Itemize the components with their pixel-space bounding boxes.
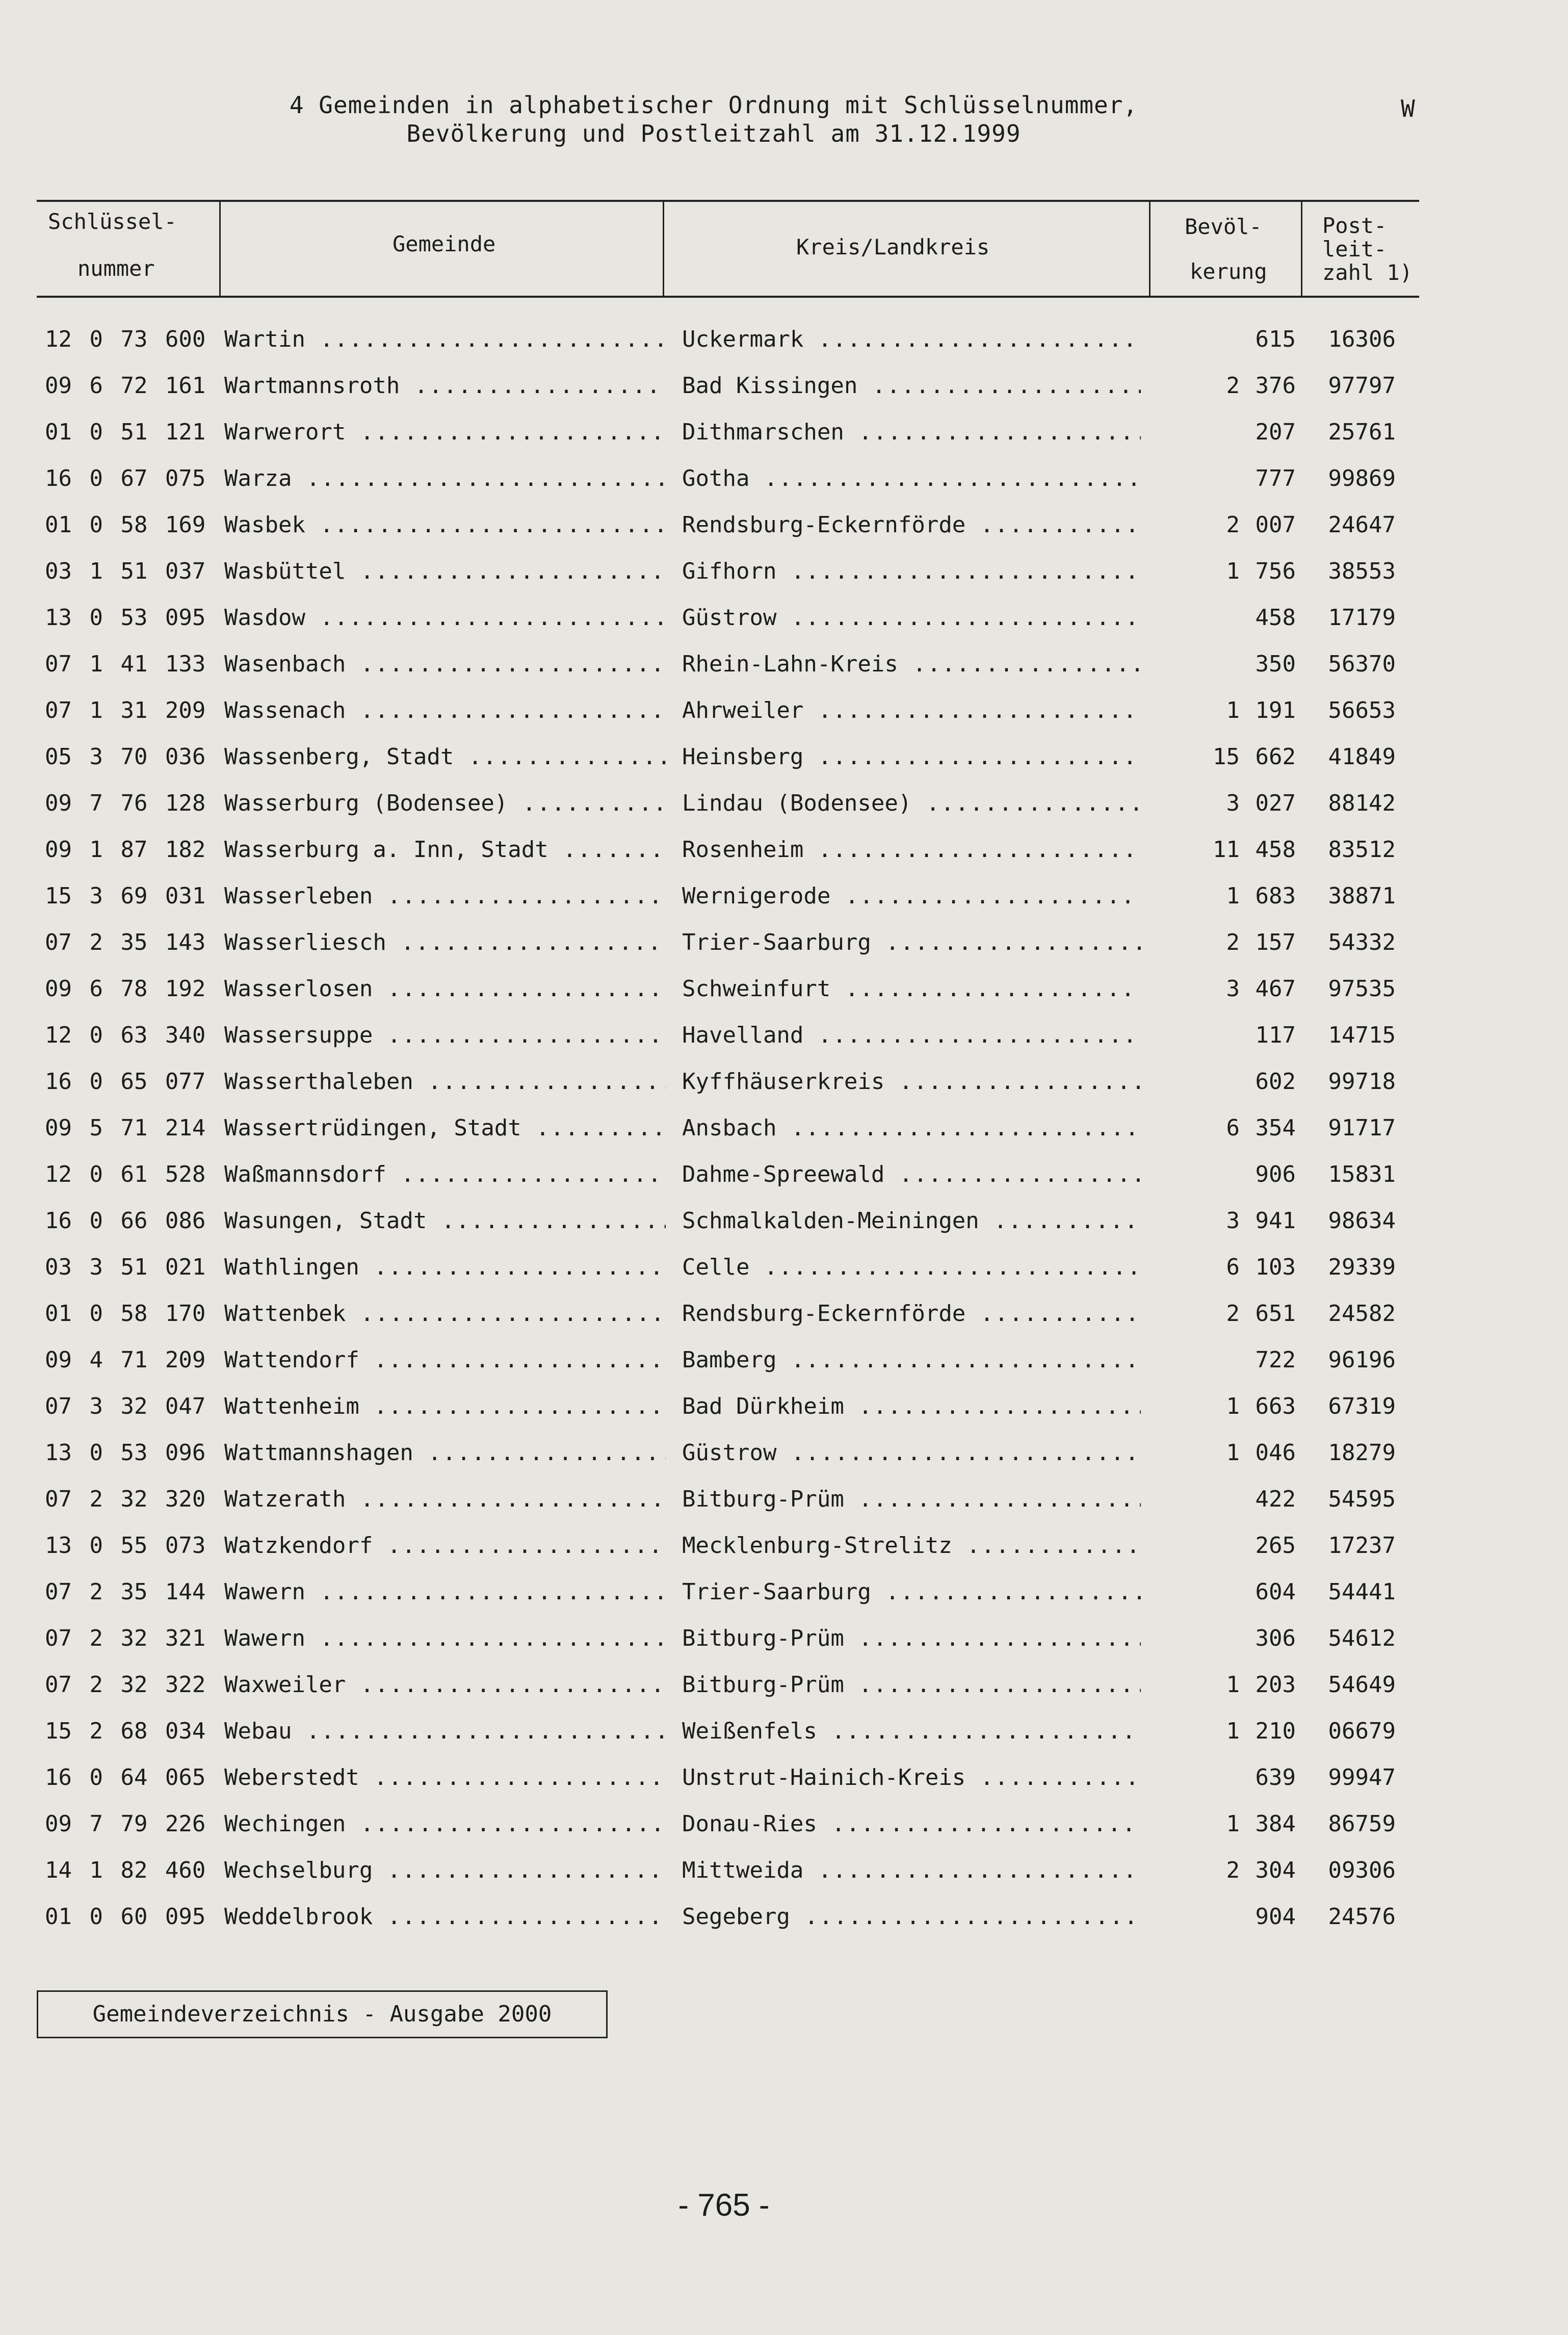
row-postcode: 15831 — [1328, 1161, 1396, 1187]
row-population: 422 — [1255, 1486, 1296, 1512]
row-gemeinde: Wattendorf ..... — [224, 1337, 666, 1383]
row-gemeinde: Wattenbek ..... — [224, 1290, 666, 1337]
title-line-2: Bevölkerung und Postleitzahl am 31.12.1999 — [406, 120, 1021, 147]
row-key: 09 6 72 161 — [45, 373, 206, 399]
table-row — [0, 919, 1568, 966]
row-key: 09 1 87 182 — [45, 837, 206, 863]
table-row — [0, 1244, 1568, 1290]
row-key: 15 2 68 034 — [45, 1718, 206, 1744]
row-key: 07 2 32 321 — [45, 1625, 206, 1651]
row-population: 2 651 — [1226, 1301, 1296, 1327]
row-key: 01 0 60 095 — [45, 1904, 206, 1930]
row-kreis: Rhein-Lahn-Kreis ..... — [682, 641, 1141, 687]
row-gemeinde: Wasserliesch ..... — [224, 919, 666, 966]
row-population: 3 467 — [1226, 976, 1296, 1002]
row-gemeinde: Wechingen ..... — [224, 1801, 666, 1847]
row-population: 6 354 — [1226, 1115, 1296, 1141]
header-plz-line1: Post- — [1322, 213, 1387, 238]
row-kreis: Mittweida ..... — [682, 1847, 1141, 1893]
table-row — [0, 1476, 1568, 1522]
row-key: 16 0 67 075 — [45, 465, 206, 491]
row-gemeinde: Waxweiler ..... — [224, 1662, 666, 1708]
row-kreis: Ansbach ..... — [682, 1105, 1141, 1151]
table-row — [0, 780, 1568, 826]
row-population: 615 — [1255, 326, 1296, 352]
row-population: 722 — [1255, 1347, 1296, 1373]
table-row — [0, 594, 1568, 641]
row-kreis: Bad Dürkheim ..... — [682, 1383, 1141, 1430]
row-key: 13 0 55 073 — [45, 1533, 206, 1559]
header-divider — [1301, 202, 1302, 296]
row-key: 13 0 53 096 — [45, 1440, 206, 1466]
table-row — [0, 687, 1568, 734]
row-kreis: Dahme-Spreewald ..... — [682, 1151, 1141, 1198]
row-postcode: 99869 — [1328, 465, 1396, 491]
row-key: 13 0 53 095 — [45, 605, 206, 631]
row-gemeinde: Wasserleben ..... — [224, 873, 666, 919]
row-gemeinde: Wasbüttel ..... — [224, 548, 666, 594]
table-row — [0, 1383, 1568, 1430]
row-population: 3 941 — [1226, 1208, 1296, 1234]
row-key: 09 6 78 192 — [45, 976, 206, 1002]
row-postcode: 18279 — [1328, 1440, 1396, 1466]
row-postcode: 56370 — [1328, 651, 1396, 677]
header-bev-line2: kerung — [1190, 259, 1267, 284]
row-postcode: 16306 — [1328, 326, 1396, 352]
row-key: 07 3 32 047 — [45, 1393, 206, 1419]
row-population: 906 — [1255, 1161, 1296, 1187]
table-row — [0, 316, 1568, 362]
row-kreis: Weißenfels ..... — [682, 1708, 1141, 1754]
row-gemeinde: Wawern ..... — [224, 1615, 666, 1662]
section-letter: W — [1401, 95, 1415, 122]
row-kreis: Rosenheim ..... — [682, 826, 1141, 873]
table-row — [0, 1754, 1568, 1801]
row-key: 03 3 51 021 — [45, 1254, 206, 1280]
row-population: 1 663 — [1226, 1393, 1296, 1419]
row-key: 07 1 41 133 — [45, 651, 206, 677]
row-key: 07 2 35 143 — [45, 929, 206, 955]
row-gemeinde: Webau ..... — [224, 1708, 666, 1754]
header-key-line1: Schlüssel- — [48, 209, 177, 234]
row-key: 14 1 82 460 — [45, 1857, 206, 1883]
header-plz-line2: leit- — [1322, 237, 1387, 262]
row-population: 2 007 — [1226, 512, 1296, 538]
row-gemeinde: Wartin ..... — [224, 316, 666, 362]
row-postcode: 96196 — [1328, 1347, 1396, 1373]
row-postcode: 41849 — [1328, 744, 1396, 770]
row-population: 2 376 — [1226, 373, 1296, 399]
row-key: 09 7 76 128 — [45, 790, 206, 816]
table-row — [0, 548, 1568, 594]
row-postcode: 99947 — [1328, 1765, 1396, 1791]
row-gemeinde: Weddelbrook ..... — [224, 1893, 666, 1940]
row-kreis: Gifhorn ..... — [682, 548, 1141, 594]
header-divider — [219, 202, 221, 296]
row-gemeinde: Wawern ..... — [224, 1569, 666, 1615]
row-gemeinde: Watzkendorf ..... — [224, 1522, 666, 1569]
row-kreis: Mecklenburg-Strelitz ..... — [682, 1522, 1141, 1569]
table-row — [0, 455, 1568, 502]
row-kreis: Güstrow ..... — [682, 1430, 1141, 1476]
row-population: 1 210 — [1226, 1718, 1296, 1744]
row-key: 07 1 31 209 — [45, 697, 206, 723]
row-postcode: 17237 — [1328, 1533, 1396, 1559]
row-kreis: Trier-Saarburg ..... — [682, 919, 1141, 966]
row-postcode: 56653 — [1328, 697, 1396, 723]
table-row — [0, 1012, 1568, 1058]
row-population: 306 — [1255, 1625, 1296, 1651]
row-postcode: 38871 — [1328, 883, 1396, 909]
row-key: 01 0 58 169 — [45, 512, 206, 538]
row-key: 16 0 66 086 — [45, 1208, 206, 1234]
page-title — [133, 91, 1295, 148]
row-population: 1 756 — [1226, 558, 1296, 584]
row-gemeinde: Wasserburg a. Inn, Stadt ..... — [224, 826, 666, 873]
row-kreis: Gotha ..... — [682, 455, 1141, 502]
table-row — [0, 826, 1568, 873]
table-row — [0, 1662, 1568, 1708]
row-kreis: Donau-Ries ..... — [682, 1801, 1141, 1847]
row-postcode: 17179 — [1328, 605, 1396, 631]
row-gemeinde: Wassenach ..... — [224, 687, 666, 734]
row-kreis: Schmalkalden-Meiningen ..... — [682, 1198, 1141, 1244]
row-population: 3 027 — [1226, 790, 1296, 816]
row-population: 1 191 — [1226, 697, 1296, 723]
row-population: 1 683 — [1226, 883, 1296, 909]
row-postcode: 83512 — [1328, 837, 1396, 863]
row-postcode: 86759 — [1328, 1811, 1396, 1837]
row-gemeinde: Watzerath ..... — [224, 1476, 666, 1522]
row-kreis: Unstrut-Hainich-Kreis ..... — [682, 1754, 1141, 1801]
row-key: 05 3 70 036 — [45, 744, 206, 770]
row-postcode: 29339 — [1328, 1254, 1396, 1280]
table-row — [0, 1801, 1568, 1847]
row-kreis: Lindau (Bodensee) ..... — [682, 780, 1141, 826]
row-key: 16 0 64 065 — [45, 1765, 206, 1791]
row-kreis: Bad Kissingen ..... — [682, 362, 1141, 409]
row-postcode: 54649 — [1328, 1672, 1396, 1698]
table-row — [0, 1430, 1568, 1476]
title-line-1: 4 Gemeinden in alphabetischer Ordnung mit Schlüsselnummer, — [289, 91, 1138, 119]
table-row — [0, 1522, 1568, 1569]
row-population: 207 — [1255, 419, 1296, 445]
row-kreis: Segeberg ..... — [682, 1893, 1141, 1940]
row-postcode: 91717 — [1328, 1115, 1396, 1141]
row-postcode: 24582 — [1328, 1301, 1396, 1327]
row-kreis: Bamberg ..... — [682, 1337, 1141, 1383]
table-row — [0, 1337, 1568, 1383]
row-population: 639 — [1255, 1765, 1296, 1791]
row-key: 01 0 58 170 — [45, 1301, 206, 1327]
table-header — [37, 200, 1419, 298]
table-row — [0, 1290, 1568, 1337]
header-kreis: Kreis/Landkreis — [796, 235, 990, 260]
row-kreis: Kyffhäuserkreis ..... — [682, 1058, 1141, 1105]
row-gemeinde: Wassertrüdingen, Stadt ..... — [224, 1105, 666, 1151]
header-plz-line3: zahl 1) — [1322, 260, 1413, 285]
header-gemeinde: Gemeinde — [393, 231, 496, 256]
row-kreis: Bitburg-Prüm ..... — [682, 1662, 1141, 1708]
row-key: 09 5 71 214 — [45, 1115, 206, 1141]
row-kreis: Celle ..... — [682, 1244, 1141, 1290]
table-row — [0, 502, 1568, 548]
row-gemeinde: Wasungen, Stadt ..... — [224, 1198, 666, 1244]
row-key: 15 3 69 031 — [45, 883, 206, 909]
table-row — [0, 1151, 1568, 1198]
row-gemeinde: Wasserburg (Bodensee) ..... — [224, 780, 666, 826]
header-divider — [663, 202, 664, 296]
row-gemeinde: Waßmannsdorf ..... — [224, 1151, 666, 1198]
row-population: 1 046 — [1226, 1440, 1296, 1466]
row-postcode: 54612 — [1328, 1625, 1396, 1651]
row-key: 09 4 71 209 — [45, 1347, 206, 1373]
row-gemeinde: Wasserthaleben ..... — [224, 1058, 666, 1105]
row-gemeinde: Wathlingen ..... — [224, 1244, 666, 1290]
row-kreis: Uckermark ..... — [682, 316, 1141, 362]
row-population: 604 — [1255, 1579, 1296, 1605]
table-row — [0, 1847, 1568, 1893]
row-gemeinde: Wasbek ..... — [224, 502, 666, 548]
row-postcode: 38553 — [1328, 558, 1396, 584]
row-key: 09 7 79 226 — [45, 1811, 206, 1837]
row-kreis: Havelland ..... — [682, 1012, 1141, 1058]
table-row — [0, 1615, 1568, 1662]
row-population: 6 103 — [1226, 1254, 1296, 1280]
row-kreis: Bitburg-Prüm ..... — [682, 1615, 1141, 1662]
row-population: 904 — [1255, 1904, 1296, 1930]
row-postcode: 54332 — [1328, 929, 1396, 955]
row-population: 458 — [1255, 605, 1296, 631]
table-row — [0, 734, 1568, 780]
header-key-line2: nummer — [77, 256, 155, 281]
table-row — [0, 873, 1568, 919]
row-key: 03 1 51 037 — [45, 558, 206, 584]
table-row — [0, 641, 1568, 687]
row-gemeinde: Warza ..... — [224, 455, 666, 502]
row-population: 117 — [1255, 1022, 1296, 1048]
table-row — [0, 966, 1568, 1012]
row-gemeinde: Wasserlosen ..... — [224, 966, 666, 1012]
row-gemeinde: Wechselburg ..... — [224, 1847, 666, 1893]
row-kreis: Rendsburg-Eckernförde ..... — [682, 502, 1141, 548]
table-row — [0, 409, 1568, 455]
row-population: 350 — [1255, 651, 1296, 677]
row-postcode: 14715 — [1328, 1022, 1396, 1048]
row-key: 12 0 61 528 — [45, 1161, 206, 1187]
row-gemeinde: Weberstedt ..... — [224, 1754, 666, 1801]
row-kreis: Güstrow ..... — [682, 594, 1141, 641]
row-gemeinde: Wasdow ..... — [224, 594, 666, 641]
row-population: 265 — [1255, 1533, 1296, 1559]
row-kreis: Heinsberg ..... — [682, 734, 1141, 780]
row-postcode: 67319 — [1328, 1393, 1396, 1419]
row-postcode: 98634 — [1328, 1208, 1396, 1234]
row-kreis: Wernigerode ..... — [682, 873, 1141, 919]
row-key: 07 2 32 322 — [45, 1672, 206, 1698]
row-postcode: 54595 — [1328, 1486, 1396, 1512]
row-postcode: 54441 — [1328, 1579, 1396, 1605]
row-population: 602 — [1255, 1069, 1296, 1095]
table-row — [0, 1105, 1568, 1151]
row-key: 07 2 32 320 — [45, 1486, 206, 1512]
row-key: 01 0 51 121 — [45, 419, 206, 445]
row-postcode: 97797 — [1328, 373, 1396, 399]
row-gemeinde: Warwerort ..... — [224, 409, 666, 455]
row-population: 1 203 — [1226, 1672, 1296, 1698]
row-population: 2 157 — [1226, 929, 1296, 955]
page-number: - 765 - — [678, 2188, 770, 2223]
row-postcode: 88142 — [1328, 790, 1396, 816]
row-key: 12 0 73 600 — [45, 326, 206, 352]
row-kreis: Dithmarschen ..... — [682, 409, 1141, 455]
row-kreis: Trier-Saarburg ..... — [682, 1569, 1141, 1615]
table-row — [0, 1569, 1568, 1615]
table-row — [0, 1198, 1568, 1244]
row-gemeinde: Wassersuppe ..... — [224, 1012, 666, 1058]
edition-box: Gemeindeverzeichnis - Ausgabe 2000 — [37, 1990, 608, 2038]
row-postcode: 09306 — [1328, 1857, 1396, 1883]
row-postcode: 06679 — [1328, 1718, 1396, 1744]
row-gemeinde: Wartmannsroth ..... — [224, 362, 666, 409]
row-key: 16 0 65 077 — [45, 1069, 206, 1095]
row-kreis: Rendsburg-Eckernförde ..... — [682, 1290, 1141, 1337]
row-postcode: 25761 — [1328, 419, 1396, 445]
header-bev-line1: Bevöl- — [1185, 214, 1262, 239]
table-row — [0, 1893, 1568, 1940]
row-population: 777 — [1255, 465, 1296, 491]
row-kreis: Schweinfurt ..... — [682, 966, 1141, 1012]
row-gemeinde: Wattenheim ..... — [224, 1383, 666, 1430]
row-postcode: 99718 — [1328, 1069, 1396, 1095]
row-key: 12 0 63 340 — [45, 1022, 206, 1048]
row-population: 11 458 — [1213, 837, 1296, 863]
row-key: 07 2 35 144 — [45, 1579, 206, 1605]
row-gemeinde: Wasenbach ..... — [224, 641, 666, 687]
row-kreis: Ahrweiler ..... — [682, 687, 1141, 734]
row-postcode: 97535 — [1328, 976, 1396, 1002]
table-row — [0, 1708, 1568, 1754]
row-postcode: 24647 — [1328, 512, 1396, 538]
row-gemeinde: Wattmannshagen ..... — [224, 1430, 666, 1476]
row-postcode: 24576 — [1328, 1904, 1396, 1930]
row-kreis: Bitburg-Prüm ..... — [682, 1476, 1141, 1522]
row-population: 2 304 — [1226, 1857, 1296, 1883]
table-row — [0, 1058, 1568, 1105]
row-population: 15 662 — [1213, 744, 1296, 770]
header-divider — [1149, 202, 1151, 296]
row-population: 1 384 — [1226, 1811, 1296, 1837]
row-gemeinde: Wassenberg, Stadt ..... — [224, 734, 666, 780]
table-row — [0, 362, 1568, 409]
